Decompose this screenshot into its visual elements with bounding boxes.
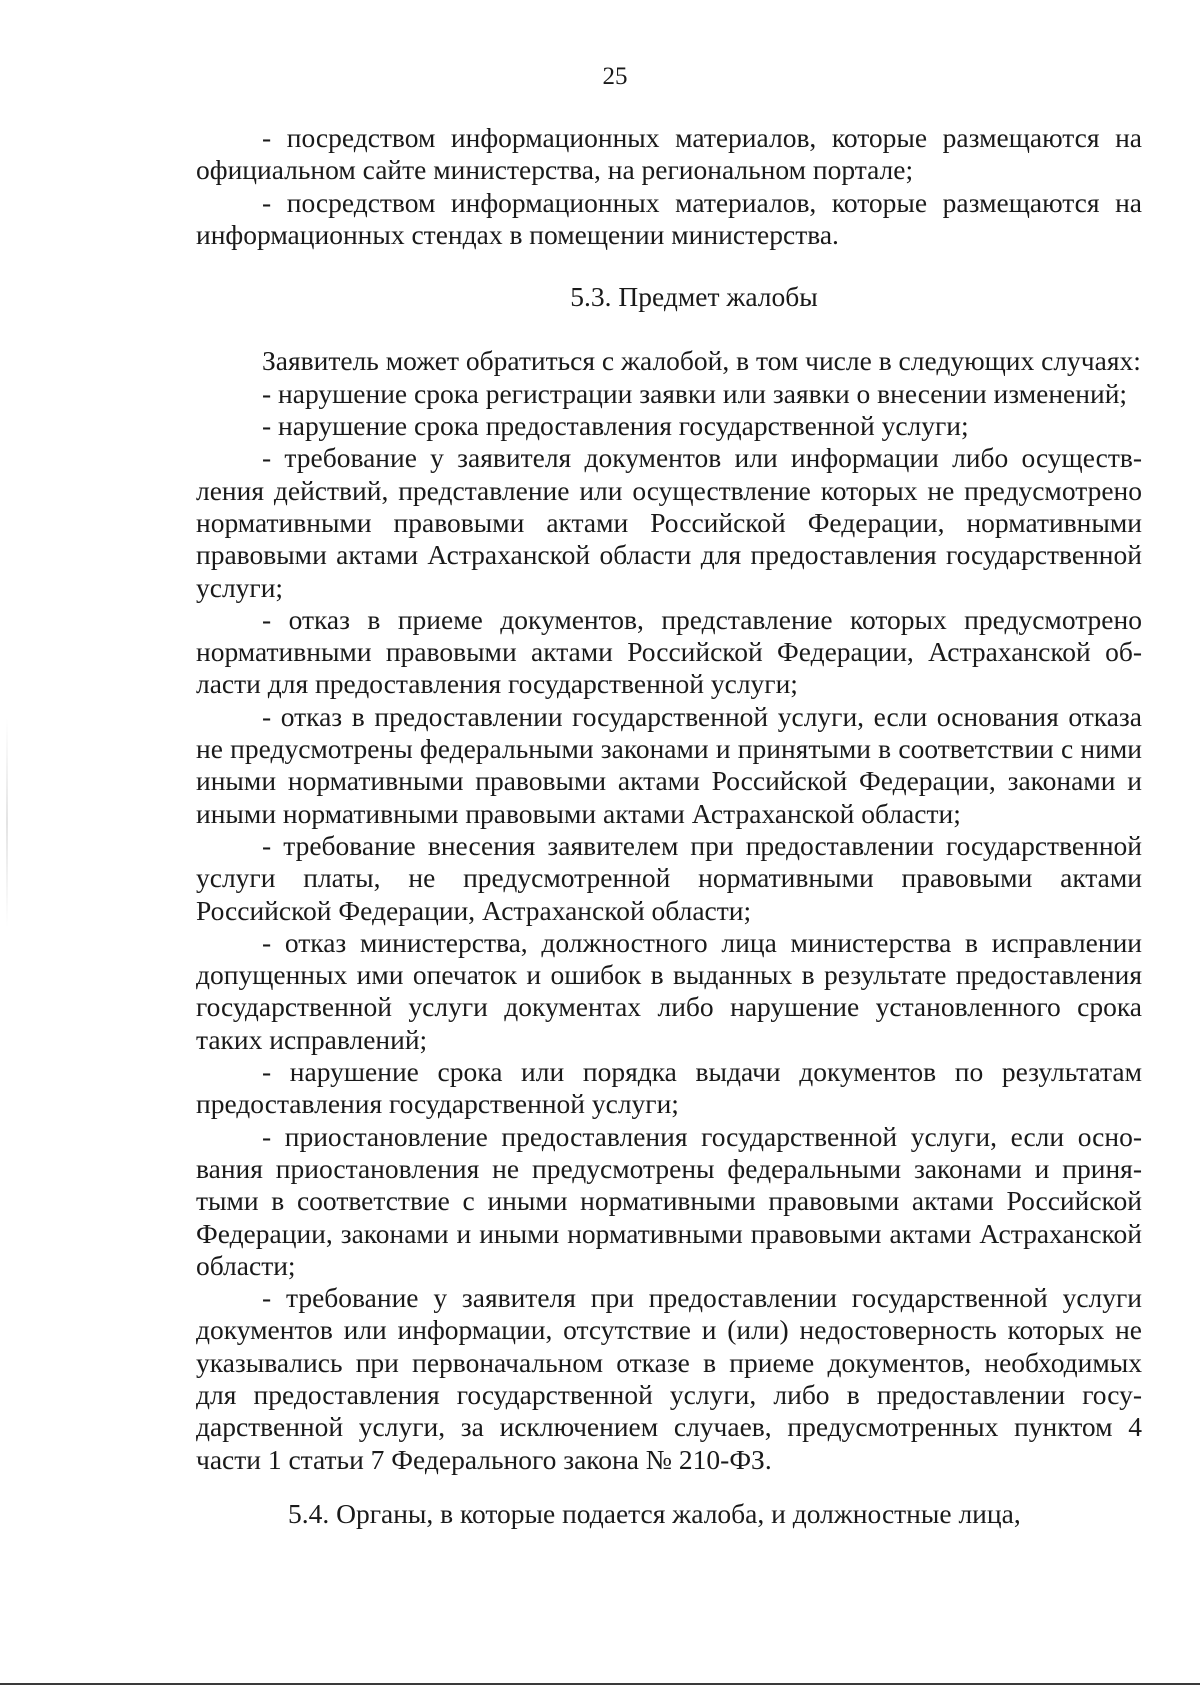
paragraph: - посредством информационных материалов, которые размещаются на официальном сайте министерства, на региональном портале; [196, 122, 1142, 186]
section-heading-5-3: 5.3. Предмет жалобы [570, 281, 818, 313]
list-item: - отказ в предоставлении государственной услуги, если основания отказа не предусмотрены федеральными законами и принятыми в соответствии с ними иными нормативными правовыми актами Российской Федерации, законами и иными нормативными правовыми актами Астраханской области; [196, 700, 1142, 829]
page-number: 25 [602, 63, 628, 90]
scan-artifact [6, 718, 8, 928]
page-content [196, 122, 1142, 1530]
bottom-scan-edge [0, 1683, 1200, 1685]
section-heading-5-4: 5.4. Органы, в которые подается жалоба, и должностные лица, [288, 1497, 1021, 1529]
paragraph: Заявитель может обратиться с жалобой, в том числе в следующих случаях: [262, 345, 1141, 377]
list-item: - нарушение срока или порядка выдачи документов по результатам предоставления государственной услуги; [196, 1056, 1142, 1120]
list-item: - нарушение срока регистрации заявки или заявки о внесении изменений; [262, 377, 1128, 409]
paragraph: - посредством информационных материалов, которые размещаются на информационных стендах в помещении министерства. [196, 186, 1142, 250]
list-item: - нарушение срока предоставления государственной услуги; [262, 410, 969, 442]
list-item: - требование у заявителя при предоставлении государственной услуги документов или информации, отсутствие и (или) недостоверность которых не указывались при первоначальном отказе в приеме документов, необходимых для предоставления государственной услуги, либо в предоставлении государственной услуги, за исключением случаев, предусмотренных пунктом 4 части 1 статьи 7 Федерального закона № 210-ФЗ. [196, 1282, 1142, 1475]
list-item: - отказ министерства, должностного лица министерства в исправлении допущенных ими опечаток и ошибок в выданных в результате предоставления государственной услуги документах либо нарушение установленного срока таких исправлений; [196, 926, 1142, 1055]
list-item: - требование внесения заявителем при предоставлении государственной услуги платы, не предусмотренной нормативными правовыми актами Российской Федерации, Астраханской области; [196, 829, 1142, 926]
list-item: - отказ в приеме документов, представление которых предусмотрено нормативными правовыми актами Российской Федерации, Астраханской области для предоставления государственной услуги; [196, 603, 1142, 700]
list-item: - приостановление предоставления государственной услуги, если основания приостановления не предусмотрены федеральными законами и принятыми в соответствие с иными нормативными правовыми актами Российской Федерации, законами и иными нормативными правовыми актами Астраханской области; [196, 1120, 1142, 1281]
list-item: - требование у заявителя документов или информации либо осуществления действий, представление или осуществление которых не предусмотрено нормативными правовыми актами Российской Федерации, нормативными правовыми актами Астраханской области для предоставления государственной услуги; [196, 442, 1142, 603]
